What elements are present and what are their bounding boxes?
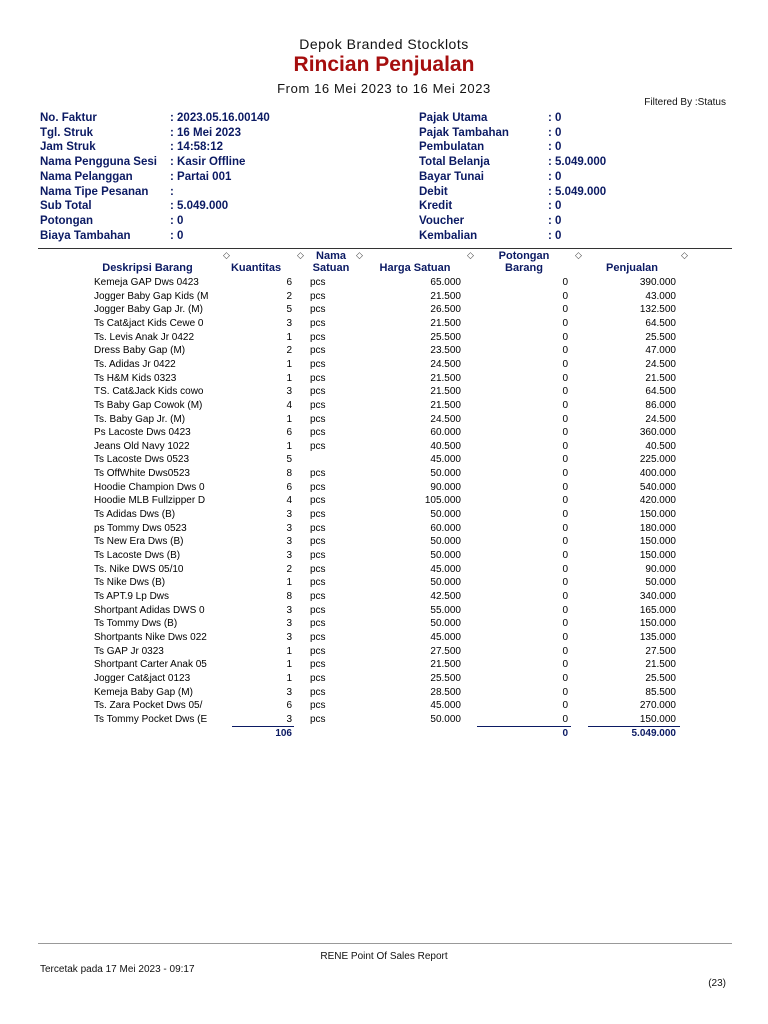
cell-unit: pcs [310,277,326,288]
cell-unit: pcs [310,290,326,302]
total-sales: 5.049.000 [631,728,676,739]
cell-unit: pcs [310,413,326,425]
table-row [0,344,768,358]
info-label: Pajak Utama [419,112,488,124]
cell-unit: pcs [310,672,326,684]
col-header-discount-line2[interactable]: Barang [505,262,543,274]
table-row [0,672,768,686]
cell-unit: pcs [310,345,326,357]
cell-discount: 0 [562,290,568,302]
cell-description: Ts H&M Kids 0323 [94,372,177,384]
cell-description: Ts OffWhite Dws0523 [94,468,190,480]
company-name: Depok Branded Stocklots [299,36,469,52]
cell-quantity: 5 [286,304,292,316]
cell-sales: 150.000 [639,713,676,725]
cell-description: Ts. Levis Anak Jr 0422 [94,331,195,343]
cell-price: 50.000 [430,618,461,630]
cell-description: Shortpants Nike Dws 022 [94,631,207,643]
cell-sales: 25.500 [645,672,676,684]
cell-discount: 0 [562,645,568,657]
cell-sales: 40.500 [645,440,676,452]
cell-quantity: 6 [286,481,292,493]
cell-discount: 0 [562,317,568,329]
cell-quantity: 1 [286,358,292,370]
cell-unit: pcs [310,631,326,643]
cell-price: 25.500 [430,331,461,343]
cell-price: 45.000 [430,631,461,643]
table-row [0,494,768,508]
cell-unit: pcs [310,358,326,370]
table-row [0,413,768,427]
table-row [0,645,768,659]
cell-unit: pcs [310,509,326,521]
info-value: : 16 Mei 2023 [170,126,241,139]
col-header-discount-line1[interactable]: Potongan [498,250,550,262]
table-row [0,617,768,631]
cell-description: Shortpant Carter Anak 05 [94,659,207,671]
cell-unit: pcs [310,304,326,316]
cell-unit: pcs [310,481,326,493]
cell-discount: 0 [562,481,568,493]
cell-quantity: 1 [286,331,292,343]
info-label: Bayar Tunai [419,170,484,183]
cell-discount: 0 [562,277,568,288]
cell-discount: 0 [562,563,568,575]
table-row [0,658,768,672]
cell-discount: 0 [562,604,568,616]
table-row [0,481,768,495]
sort-description-icon[interactable]: ◇ [223,250,230,260]
cell-sales: 390.000 [639,277,676,288]
cell-sales: 86.000 [645,399,676,411]
info-label: Kredit [419,200,453,213]
cell-price: 21.500 [430,372,461,384]
cell-price: 55.000 [430,604,461,616]
cell-unit: pcs [310,440,326,452]
info-label: Kembalian [419,229,478,242]
info-label: Debit [419,185,448,198]
table-row [0,522,768,536]
cell-quantity: 8 [286,590,292,602]
cell-price: 50.000 [430,577,461,589]
info-value: : 0 [548,170,562,183]
cell-description: Jogger Cat&jact 0123 [94,672,191,684]
cell-sales: 85.500 [645,686,676,698]
cell-quantity: 3 [286,713,292,725]
info-value: : 5.049.000 [548,185,607,198]
table-row [0,699,768,713]
cell-quantity: 1 [286,372,292,384]
cell-discount: 0 [562,304,568,316]
cell-quantity: 3 [286,550,292,561]
cell-quantity: 3 [286,522,292,534]
cell-sales: 150.000 [639,509,676,521]
cell-sales: 180.000 [639,522,676,534]
cell-sales: 225.000 [639,454,676,466]
cell-sales: 21.500 [645,659,676,671]
cell-unit: pcs [310,536,326,548]
table-row [0,713,768,727]
cell-discount: 0 [562,590,568,602]
cell-price: 24.500 [430,413,461,425]
cell-sales: 64.500 [645,386,676,398]
cell-price: 42.500 [430,590,461,602]
cell-unit: pcs [310,386,326,398]
cell-sales: 420.000 [639,495,676,507]
info-value: : 0 [548,214,562,227]
info-value: : 0 [170,229,184,242]
table-row [0,276,768,290]
info-label: Biaya Tambahan [40,229,131,242]
table-row [0,453,768,467]
info-label: Jam Struk [40,141,96,154]
cell-sales: 21.500 [645,372,676,384]
cell-description: Ts. Zara Pocket Dws 05/ [94,700,203,712]
cell-sales: 135.000 [639,631,676,643]
cell-description: Ts Adidas Dws (B) [94,509,176,521]
cell-sales: 24.500 [645,358,676,370]
cell-price: 25.500 [430,672,461,684]
cell-quantity: 3 [286,686,292,698]
cell-sales: 400.000 [639,468,676,480]
cell-sales: 43.000 [645,290,676,302]
col-header-unit-line1[interactable]: Nama [316,250,346,262]
info-label: Nama Pelanggan [40,170,133,183]
cell-price: 45.000 [430,454,461,466]
cell-sales: 24.500 [645,413,676,425]
sort-unit-icon[interactable]: ◇ [356,250,363,260]
cell-description: TS. Cat&Jack Kids cowo [94,386,204,398]
table-row [0,385,768,399]
cell-discount: 0 [562,686,568,698]
cell-description: Jogger Baby Gap Kids (M [94,290,209,302]
cell-description: Hoodie Champion Dws 0 [94,481,205,493]
cell-description: Ts Lacoste Dws 0523 [94,454,190,466]
cell-price: 60.000 [430,427,461,439]
cell-price: 45.000 [430,563,461,575]
col-header-price[interactable]: Harga Satuan [379,262,451,274]
cell-price: 50.000 [430,536,461,548]
cell-quantity: 1 [286,672,292,684]
cell-price: 21.500 [430,386,461,398]
cell-sales: 64.500 [645,317,676,329]
total-discount: 0 [562,728,568,739]
total-quantity: 106 [275,728,292,739]
cell-quantity: 3 [286,317,292,329]
cell-quantity: 2 [286,345,292,357]
cell-unit: pcs [310,522,326,534]
cell-discount: 0 [562,399,568,411]
info-value: : 5.049.000 [548,156,607,169]
cell-sales: 150.000 [639,536,676,548]
info-label: Sub Total [40,200,92,213]
cell-discount: 0 [562,427,568,439]
page-number: (23) [708,978,726,989]
cell-sales: 132.500 [639,304,676,316]
cell-price: 21.500 [430,290,461,302]
cell-description: Ts. Baby Gap Jr. (M) [94,413,186,425]
info-label: Pajak Tambahan [419,126,509,139]
cell-unit: pcs [310,563,326,575]
table-row [0,358,768,372]
table-row [0,604,768,618]
table-row [0,563,768,577]
cell-price: 21.500 [430,399,461,411]
cell-discount: 0 [562,468,568,480]
col-header-unit-line2[interactable]: Satuan [312,262,350,274]
total-rule-quantity [232,726,294,727]
cell-description: Hoodie MLB Fullzipper D [94,495,206,507]
cell-unit: pcs [310,618,326,630]
cell-quantity: 8 [286,468,292,480]
cell-unit: pcs [310,577,326,589]
cell-unit: pcs [310,427,326,439]
cell-discount: 0 [562,372,568,384]
cell-quantity: 3 [286,618,292,630]
printed-timestamp: Tercetak pada 17 Mei 2023 - 09:17 [40,964,195,975]
cell-discount: 0 [562,631,568,643]
info-value: : Partai 001 [170,170,232,183]
cell-discount: 0 [562,495,568,507]
sort-quantity-icon[interactable]: ◇ [297,250,304,260]
cell-description: Ts APT.9 Lp Dws [94,590,170,602]
info-label: No. Faktur [40,112,97,124]
info-value: : 0 [548,229,562,242]
cell-discount: 0 [562,713,568,725]
cell-unit: pcs [310,713,326,725]
table-row [0,535,768,549]
cell-sales: 150.000 [639,550,676,561]
cell-quantity: 6 [286,277,292,288]
col-header-description[interactable]: Deskripsi Barang [102,262,193,274]
cell-unit: pcs [310,700,326,712]
footer-report-name: RENE Point Of Sales Report [320,951,448,962]
cell-quantity: 4 [286,399,292,411]
cell-price: 50.000 [430,550,461,561]
cell-quantity: 2 [286,563,292,575]
table-row [0,686,768,700]
cell-discount: 0 [562,413,568,425]
cell-unit: pcs [310,590,326,602]
info-label: Tgl. Struk [40,126,94,139]
cell-sales: 25.500 [645,331,676,343]
cell-sales: 540.000 [639,481,676,493]
cell-quantity: 4 [286,495,292,507]
cell-price: 21.500 [430,317,461,329]
cell-unit: pcs [310,659,326,671]
sort-discount-icon[interactable]: ◇ [575,250,582,260]
cell-price: 90.000 [430,481,461,493]
cell-sales: 360.000 [639,427,676,439]
cell-description: Shortpant Adidas DWS 0 [94,604,205,616]
total-rule-discount [477,726,571,727]
info-value: : 0 [170,214,184,227]
cell-description: Kemeja GAP Dws 0423 [94,277,199,288]
cell-unit: pcs [310,372,326,384]
cell-quantity: 3 [286,631,292,643]
cell-description: Ts Nike Dws (B) [94,577,166,589]
cell-price: 27.500 [430,645,461,657]
cell-discount: 0 [562,509,568,521]
table-row [0,331,768,345]
cell-description: Ts Tommy Pocket Dws (E [94,713,208,725]
cell-sales: 27.500 [645,645,676,657]
cell-price: 24.500 [430,358,461,370]
cell-unit: pcs [310,399,326,411]
table-row [0,317,768,331]
cell-price: 40.500 [430,440,461,452]
table-row [0,426,768,440]
cell-discount: 0 [562,358,568,370]
cell-price: 50.000 [430,509,461,521]
cell-price: 45.000 [430,700,461,712]
info-value: : 14:58:12 [170,141,224,154]
cell-quantity: 6 [286,700,292,712]
table-row [0,467,768,481]
cell-price: 50.000 [430,713,461,725]
cell-sales: 90.000 [645,563,676,575]
table-row [0,290,768,304]
cell-description: Ts Lacoste Dws (B) [94,550,181,561]
cell-unit: pcs [310,550,326,561]
table-row [0,576,768,590]
table-row [0,372,768,386]
cell-description: Dress Baby Gap (M) [94,345,186,357]
table-row [0,303,768,317]
info-label: Potongan [40,214,94,227]
cell-sales: 47.000 [645,345,676,357]
cell-unit: pcs [310,686,326,698]
cell-price: 23.500 [430,345,461,357]
cell-quantity: 1 [286,645,292,657]
cell-unit: pcs [310,645,326,657]
info-value: : [170,185,174,198]
info-label: Voucher [419,214,465,227]
cell-unit: pcs [310,604,326,616]
cell-quantity: 3 [286,604,292,616]
cell-price: 28.500 [430,686,461,698]
info-value: : 2023.05.16.00140 [170,112,270,124]
info-value: : 0 [548,141,562,154]
cell-unit: pcs [310,317,326,329]
cell-discount: 0 [562,577,568,589]
cell-description: Ts Tommy Dws (B) [94,618,178,630]
filter-info: Filtered By :Status [644,97,726,108]
cell-description: Ts. Nike DWS 05/10 [94,563,184,575]
cell-discount: 0 [562,672,568,684]
cell-discount: 0 [562,454,568,466]
cell-description: Ts Baby Gap Cowok (M) [94,399,203,411]
cell-price: 65.000 [430,277,461,288]
sort-price-icon[interactable]: ◇ [467,250,474,260]
cell-discount: 0 [562,331,568,343]
footer-rule [38,943,732,944]
cell-description: Ts New Era Dws (B) [94,536,184,548]
cell-description: Jogger Baby Gap Jr. (M) [94,304,203,316]
cell-sales: 165.000 [639,604,676,616]
cell-discount: 0 [562,345,568,357]
cell-description: Kemeja Baby Gap (M) [94,686,193,698]
cell-price: 50.000 [430,468,461,480]
info-label: Pembulatan [419,141,485,154]
cell-discount: 0 [562,522,568,534]
cell-discount: 0 [562,550,568,561]
cell-quantity: 1 [286,440,292,452]
cell-unit: pcs [310,468,326,480]
cell-description: Ts GAP Jr 0323 [94,645,164,657]
cell-sales: 340.000 [639,590,676,602]
cell-quantity: 3 [286,536,292,548]
cell-description: Ts. Adidas Jr 0422 [94,358,176,370]
table-row [0,440,768,454]
cell-discount: 0 [562,440,568,452]
cell-price: 26.500 [430,304,461,316]
cell-discount: 0 [562,700,568,712]
info-value: : 0 [548,112,562,124]
cell-quantity: 2 [286,290,292,302]
col-header-sales[interactable]: Penjualan [606,262,658,274]
info-value: : Kasir Offline [170,156,246,169]
table-row [0,631,768,645]
info-label: Total Belanja [419,156,490,169]
cell-description: Ps Lacoste Dws 0423 [94,427,191,439]
cell-discount: 0 [562,618,568,630]
cell-unit: pcs [310,495,326,507]
cell-quantity: 1 [286,413,292,425]
report-period: From 16 Mei 2023 to 16 Mei 2023 [277,81,491,96]
cell-discount: 0 [562,386,568,398]
cell-description: Ts Cat&jact Kids Cewe 0 [94,317,204,329]
cell-quantity: 6 [286,427,292,439]
cell-quantity: 3 [286,386,292,398]
cell-discount: 0 [562,659,568,671]
cell-quantity: 1 [286,659,292,671]
cell-price: 105.000 [424,495,461,507]
sort-sales-icon[interactable]: ◇ [681,250,688,260]
cell-price: 60.000 [430,522,461,534]
info-value: : 0 [548,200,562,213]
info-label: Nama Tipe Pesanan [40,185,149,198]
cell-sales: 150.000 [639,618,676,630]
table-top-rule [38,248,732,249]
info-label: Nama Pengguna Sesi [40,156,157,169]
info-value: : 0 [548,126,562,139]
table-row [0,590,768,604]
col-header-quantity[interactable]: Kuantitas [230,262,282,274]
cell-sales: 270.000 [639,700,676,712]
table-row [0,549,768,563]
cell-quantity: 5 [286,454,292,466]
cell-unit: pcs [310,331,326,343]
cell-sales: 50.000 [645,577,676,589]
info-value: : 5.049.000 [170,200,229,213]
cell-description: Jeans Old Navy 1022 [94,440,190,452]
report-title: Rincian Penjualan [293,53,475,76]
cell-description: ps Tommy Dws 0523 [94,522,187,534]
cell-quantity: 3 [286,509,292,521]
cell-quantity: 1 [286,577,292,589]
cell-discount: 0 [562,536,568,548]
table-row [0,399,768,413]
total-rule-sales [588,726,680,727]
cell-price: 21.500 [430,659,461,671]
table-row [0,508,768,522]
